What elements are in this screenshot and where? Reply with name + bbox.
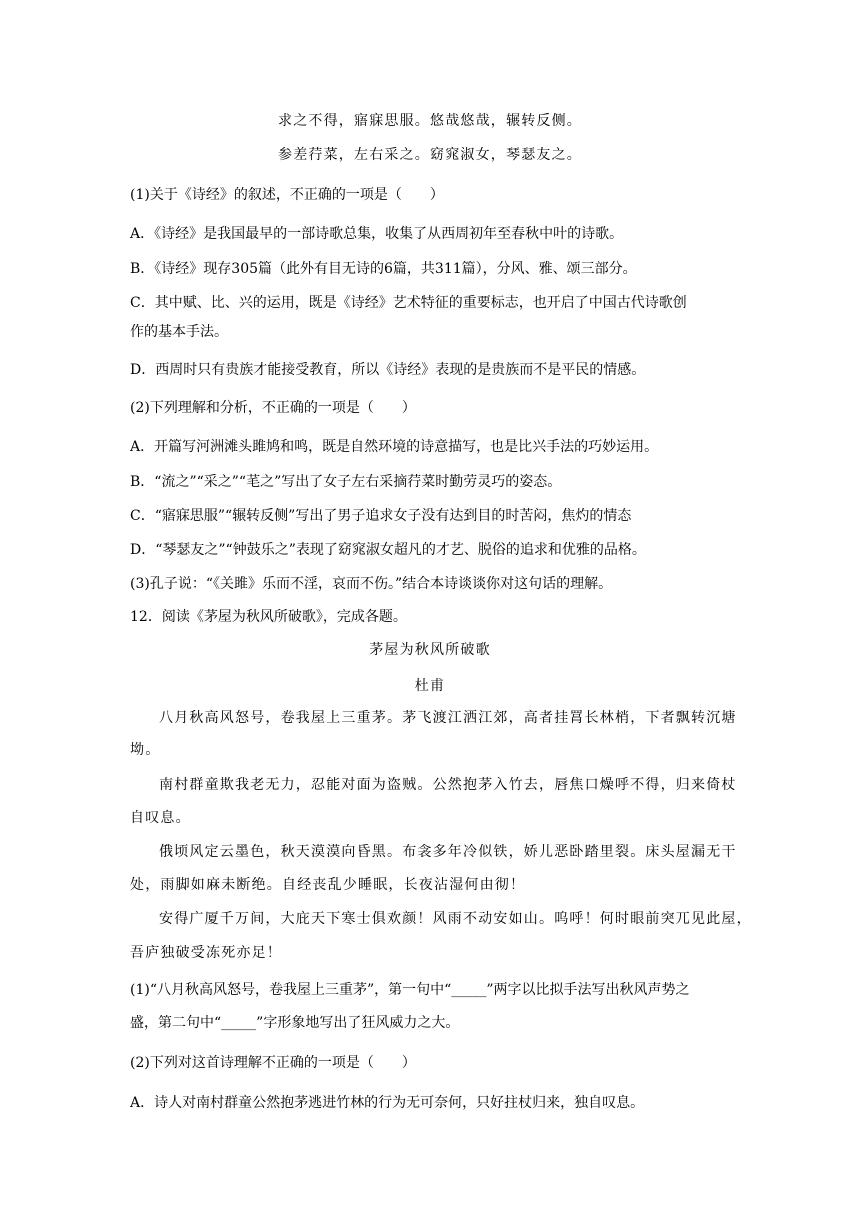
text: ”两字以比拟手法写出秋风声势之 <box>486 982 690 998</box>
answer-blank[interactable]: _____ <box>221 1015 257 1031</box>
option-a: A．《诗经》是我国最早的一部诗歌总集，收集了从西周初年至春秋中叶的诗歌。 <box>130 226 624 242</box>
question-stem: (2)下列对这首诗理解不正确的一项是（ ） <box>130 1055 416 1071</box>
poem-title: 茅屋为秋风所破歌 <box>369 642 491 658</box>
poem-line: 参差荇菜，左右采之。窈窕淑女，琴瑟友之。 <box>278 147 582 163</box>
poem-line: 坳。 <box>130 742 161 758</box>
poem-line: 俄顷风定云墨色，秋天漠漠向昏黑。布衾多年冷似铁，娇儿恶卧踏里裂。床头屋漏无干 <box>159 844 737 860</box>
question-fill-blank <box>130 980 750 1000</box>
option-a: A．诗人对南村群童公然抱茅逃进竹林的行为无可奈何，只好拄杖归来，独自叹息。 <box>130 1095 645 1111</box>
option-d: D．西周时只有贵族才能接受教育，所以《诗经》表现的是贵族而不是平民的情感。 <box>130 362 646 378</box>
option-c-cont: 作的基本手法。 <box>130 324 228 340</box>
option-d: D．“琴瑟友之”“钟鼓乐之”表现了窈窕淑女超凡的才艺、脱俗的追求和优雅的品格。 <box>130 542 646 558</box>
text: (1)“八月秋高风怒号，卷我屋上三重茅”，第一句中“ <box>130 982 452 998</box>
option-a: A．开篇写河洲滩头雎鸠和鸣，既是自然环境的诗意描写，也是比兴手法的巧妙运用。 <box>130 439 659 455</box>
question-stem: (1)关于《诗经》的叙述，不正确的一项是（ ） <box>130 187 444 203</box>
answer-blank[interactable]: _____ <box>451 982 487 998</box>
poem-author: 杜甫 <box>414 678 446 694</box>
poem-line: 南村群童欺我老无力，忍能对面为盗贼。公然抱茅入竹去，唇焦口燥呼不得，归来倚杖 <box>159 777 737 793</box>
question-fill-blank-cont <box>130 1013 750 1033</box>
text: 盛，第二句中“ <box>130 1015 222 1031</box>
option-c: C．“寤寐思服”“辗转反侧”写出了男子追求女子没有达到目的时苦闷，焦灼的情态 <box>130 508 632 524</box>
poem-line: 求之不得，寤寐思服。悠哉悠哉，辗转反侧。 <box>278 113 582 129</box>
question-stem: (3)孔子说：“《关雎》乐而不淫，哀而不伤。”结合本诗谈谈你对这句话的理解。 <box>130 576 613 592</box>
text: ”字形象地写出了狂风威力之大。 <box>256 1015 460 1031</box>
poem-line: 八月秋高风怒号，卷我屋上三重茅。茅飞渡江洒江郊，高者挂罥长林梢，下者飘转沉塘 <box>159 710 737 726</box>
option-b: B．《诗经》现存305篇（此外有目无诗的6篇，共311篇），分风、雅、颂三部分。 <box>130 261 637 277</box>
question-stem: (2)下列理解和分析，不正确的一项是（ ） <box>130 400 416 416</box>
option-b: B．“流之”“采之”“芼之”写出了女子左右采摘荇菜时勤劳灵巧的姿态。 <box>130 474 562 490</box>
option-c: C．其中赋、比、兴的运用，既是《诗经》艺术特征的重要标志，也开启了中国古代诗歌创 <box>130 295 687 311</box>
item-heading: 12．阅读《茅屋为秋风所破歌》，完成各题。 <box>130 609 407 625</box>
poem-line: 吾庐独破受冻死亦足！ <box>130 945 282 961</box>
poem-line: 处，雨脚如麻未断绝。自经丧乱少睡眠，长夜沾湿何由彻！ <box>130 877 526 893</box>
poem-line: 自叹息。 <box>130 810 191 826</box>
poem-line: 安得广厦千万间，大庇天下寒士俱欢颜！风雨不动安如山。呜呼！何时眼前突兀见此屋， <box>159 911 752 927</box>
